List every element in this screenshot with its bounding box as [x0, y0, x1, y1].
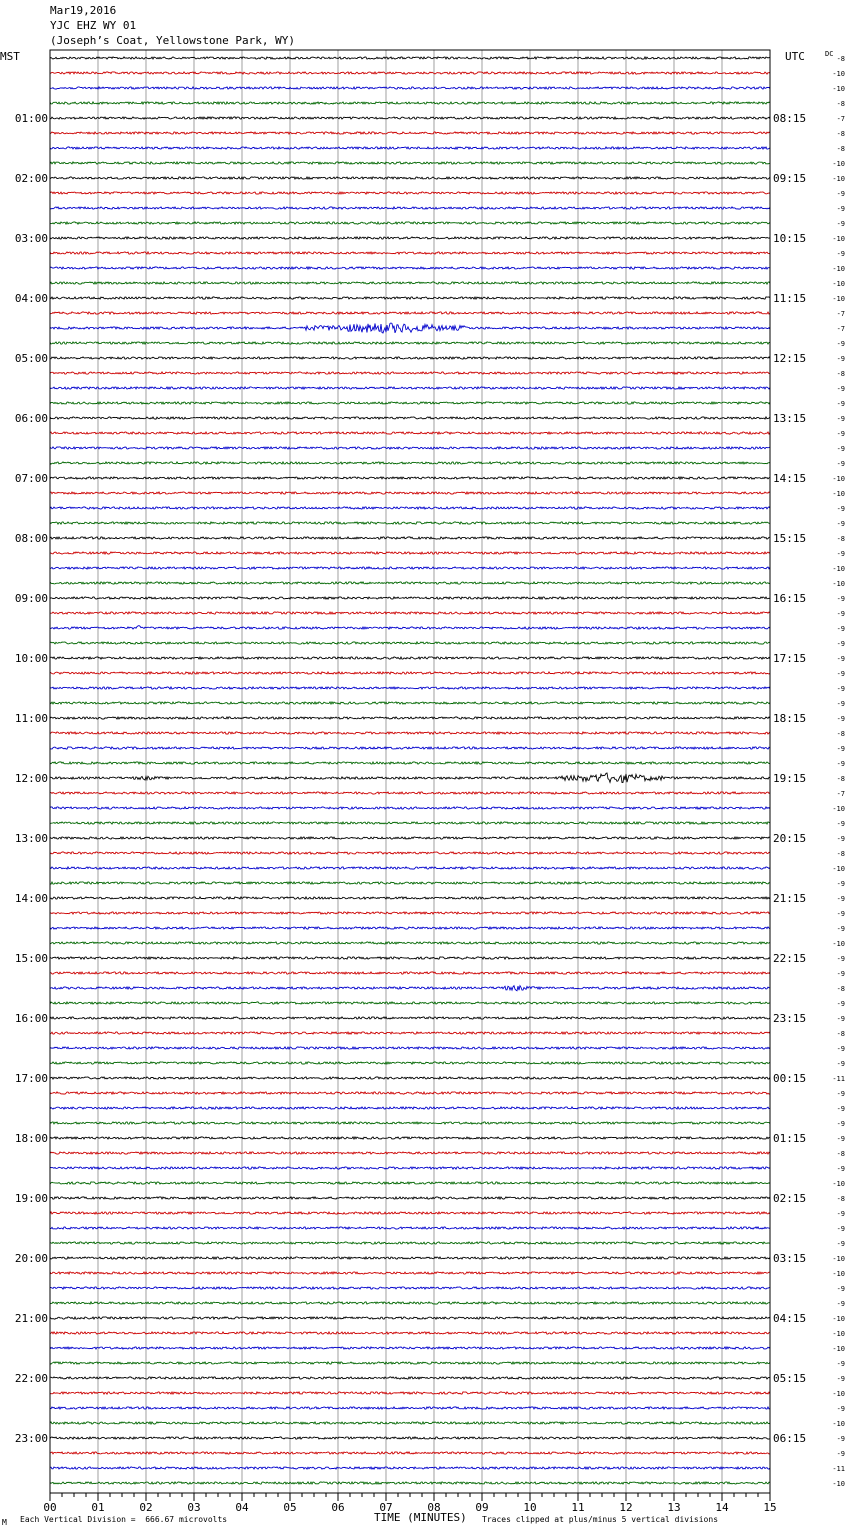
utc-hour-label: 15:15: [773, 532, 807, 545]
dc-offset-label: -9: [836, 970, 845, 978]
dc-offset-label: -9: [836, 595, 845, 603]
trace-row: [50, 1392, 770, 1394]
trace-row: [50, 57, 770, 59]
plot-date: Mar19,2016: [50, 4, 117, 17]
trace-row: [50, 1092, 770, 1094]
x-tick-label: 03: [187, 1501, 201, 1514]
dc-offset-label: -9: [836, 835, 845, 843]
dc-offset-label: -10: [832, 865, 845, 873]
trace-row: [50, 552, 770, 554]
x-tick-label: 00: [43, 1501, 57, 1514]
mst-hour-label: 13:00: [14, 832, 48, 845]
dc-offset-label: -9: [836, 220, 845, 228]
mst-hour-label: 01:00: [14, 112, 48, 125]
trace-row: [50, 462, 770, 464]
trace-row: [50, 1422, 770, 1424]
x-tick-label: 07: [379, 1501, 393, 1514]
trace-row: [50, 867, 770, 869]
mst-hour-label: 07:00: [14, 472, 48, 485]
dc-offset-label: -10: [832, 805, 845, 813]
dc-offset-label: -8: [836, 370, 845, 378]
dc-offset-label: -9: [836, 700, 845, 708]
dc-offset-label: -9: [836, 460, 845, 468]
dc-offset-label: -9: [836, 640, 845, 648]
trace-row: [50, 222, 770, 224]
trace-row: [50, 732, 770, 734]
trace-row: [50, 1407, 770, 1409]
trace-row: [50, 702, 770, 704]
mst-hour-label: 04:00: [14, 292, 48, 305]
dc-offset-label: -8: [836, 775, 845, 783]
x-tick-label: 14: [715, 1501, 729, 1514]
trace-row: [50, 626, 770, 630]
trace-row: [50, 852, 770, 854]
trace-row: [50, 882, 770, 884]
trace-row: [50, 1362, 770, 1364]
dc-offset-label: -10: [832, 160, 845, 168]
dc-offset-label: -9: [836, 880, 845, 888]
dc-offset-label: -8: [836, 130, 845, 138]
utc-hour-label: 22:15: [773, 952, 807, 965]
utc-hour-label: 23:15: [773, 1012, 807, 1025]
trace-row: [50, 1152, 770, 1154]
mst-label: MST: [0, 50, 20, 63]
dc-offset-label: -9: [836, 685, 845, 693]
trace-row: [50, 177, 770, 179]
utc-hour-label: 17:15: [773, 652, 807, 665]
trace-row: [50, 102, 770, 104]
x-axis-title: TIME (MINUTES): [374, 1511, 467, 1524]
dc-offset-label: -10: [832, 265, 845, 273]
dc-offset-label: -9: [836, 445, 845, 453]
dc-offset-label: -9: [836, 415, 845, 423]
utc-hour-label: 00:15: [773, 1072, 807, 1085]
trace-row: [50, 1017, 770, 1019]
x-tick-label: 01: [91, 1501, 105, 1514]
dc-offset-label: -10: [832, 1480, 845, 1488]
dc-offset-label: -9: [836, 385, 845, 393]
x-tick-label: 11: [571, 1501, 585, 1514]
dc-offset-label: -9: [836, 715, 845, 723]
dc-offset-label: -10: [832, 70, 845, 78]
station-location: (Joseph’s Coat, Yellowstone Park, WY): [50, 34, 296, 47]
trace-row: [50, 162, 770, 164]
dc-offset-label: -10: [832, 580, 845, 588]
trace-row: [50, 357, 770, 359]
dc-offset-label: -10: [832, 1390, 845, 1398]
utc-hour-label: 11:15: [773, 292, 807, 305]
trace-row: [50, 267, 770, 269]
trace-row: [50, 237, 770, 239]
dc-offset-label: -8: [836, 100, 845, 108]
utc-hour-label: 05:15: [773, 1372, 807, 1385]
dc-offset-label: -9: [836, 1045, 845, 1053]
dc-offset-label: -9: [836, 745, 845, 753]
utc-hour-label: 18:15: [773, 712, 807, 725]
trace-row: [50, 837, 770, 839]
x-tick-label: 12: [619, 1501, 633, 1514]
trace-row: [50, 1437, 770, 1439]
trace-row: [50, 87, 770, 89]
dc-offset-label: -8: [836, 145, 845, 153]
utc-hour-label: 04:15: [773, 1312, 807, 1325]
trace-row: [50, 192, 770, 194]
dc-offset-label: -9: [836, 520, 845, 528]
mst-hour-label: 18:00: [14, 1132, 48, 1145]
dc-offset-label: -10: [832, 1270, 845, 1278]
utc-hour-label: 02:15: [773, 1192, 807, 1205]
dc-offset-label: -9: [836, 250, 845, 258]
dc-offset-label: -9: [836, 205, 845, 213]
mst-hour-label: 15:00: [14, 952, 48, 965]
dc-offset-label: -10: [832, 940, 845, 948]
dc-offset-label: -8: [836, 850, 845, 858]
utc-hour-label: 19:15: [773, 772, 807, 785]
clip-note: Traces clipped at plus/minus 5 vertical divisions: [482, 1515, 719, 1524]
dc-offset-label: -9: [836, 670, 845, 678]
trace-row: [50, 417, 770, 419]
trace-row: [50, 537, 770, 539]
trace-row: [50, 986, 770, 991]
x-tick-label: 05: [283, 1501, 297, 1514]
trace-row: [50, 507, 770, 509]
dc-offset-label: -9: [836, 1225, 845, 1233]
utc-hour-label: 08:15: [773, 112, 807, 125]
mst-hour-label: 23:00: [14, 1432, 48, 1445]
dc-offset-label: -9: [836, 1000, 845, 1008]
dc-offset-label: -9: [836, 1165, 845, 1173]
trace-row: [50, 582, 770, 584]
dc-offset-label: -10: [832, 1420, 845, 1428]
dc-offset-label: -10: [832, 1330, 845, 1338]
dc-offset-label: -10: [832, 475, 845, 483]
trace-row: [50, 822, 770, 824]
dc-offset-label: -9: [836, 1360, 845, 1368]
mst-hour-label: 11:00: [14, 712, 48, 725]
trace-row: [50, 1377, 770, 1379]
dc-offset-label: -10: [832, 1255, 845, 1263]
x-tick-label: 13: [667, 1501, 681, 1514]
trace-row: [50, 1212, 770, 1214]
trace-row: [50, 342, 770, 344]
trace-row: [50, 117, 770, 119]
trace-row: [50, 1242, 770, 1244]
dc-offset-label: -9: [836, 1300, 845, 1308]
trace-row: [50, 252, 770, 254]
trace-row: [50, 1287, 770, 1289]
trace-row: [50, 972, 770, 974]
dc-offset-label: -10: [832, 280, 845, 288]
utc-hour-label: 03:15: [773, 1252, 807, 1265]
dc-offset-label: -10: [832, 85, 845, 93]
mst-hour-label: 20:00: [14, 1252, 48, 1265]
dc-offset-label: -9: [836, 505, 845, 513]
trace-row: [50, 1167, 770, 1169]
dc-header-label: DC: [825, 50, 834, 58]
dc-offset-label: -9: [836, 1210, 845, 1218]
trace-row: [50, 1452, 770, 1454]
trace-row: [50, 927, 770, 929]
trace-row: [50, 1107, 770, 1109]
dc-offset-label: -9: [836, 190, 845, 198]
dc-offset-label: -11: [832, 1465, 845, 1473]
mst-hour-label: 14:00: [14, 892, 48, 905]
trace-row: [50, 477, 770, 479]
vertical-scale-note: Each Vertical Division = 666.67 microvolts: [20, 1515, 228, 1524]
trace-row: [50, 1062, 770, 1064]
x-tick-label: 04: [235, 1501, 249, 1514]
mst-hour-label: 06:00: [14, 412, 48, 425]
utc-label: UTC: [785, 50, 805, 63]
dc-offset-label: -9: [836, 430, 845, 438]
dc-offset-label: -9: [836, 610, 845, 618]
dc-offset-label: -9: [836, 1135, 845, 1143]
mst-hour-label: 17:00: [14, 1072, 48, 1085]
trace-row: [50, 1257, 770, 1259]
dc-offset-label: -8: [836, 985, 845, 993]
mst-hour-label: 03:00: [14, 232, 48, 245]
trace-row: [50, 912, 770, 914]
dc-offset-label: -9: [836, 955, 845, 963]
trace-row: [50, 1227, 770, 1229]
utc-hour-label: 12:15: [773, 352, 807, 365]
dc-offset-label: -9: [836, 1435, 845, 1443]
trace-row: [50, 807, 770, 809]
trace-row: [50, 297, 770, 299]
dc-offset-label: -8: [836, 1150, 845, 1158]
dc-offset-label: -9: [836, 1450, 845, 1458]
trace-row: [50, 1122, 770, 1124]
utc-hour-label: 21:15: [773, 892, 807, 905]
trace-row: [50, 323, 770, 333]
dc-offset-label: -7: [836, 790, 845, 798]
mst-hour-label: 21:00: [14, 1312, 48, 1325]
mst-hour-label: 12:00: [14, 772, 48, 785]
dc-offset-label: -10: [832, 295, 845, 303]
dc-offset-label: -9: [836, 1015, 845, 1023]
dc-offset-label: -9: [836, 910, 845, 918]
trace-row: [50, 432, 770, 434]
trace-row: [50, 207, 770, 209]
trace-row: [50, 447, 770, 449]
trace-row: [50, 642, 770, 644]
dc-offset-label: -7: [836, 115, 845, 123]
dc-offset-label: -9: [836, 550, 845, 558]
station-code: YJC EHZ WY 01: [50, 19, 137, 32]
dc-offset-label: -9: [836, 400, 845, 408]
trace-row: [50, 147, 770, 149]
trace-row: [50, 282, 770, 284]
x-tick-label: 06: [331, 1501, 345, 1514]
dc-offset-label: -9: [836, 1105, 845, 1113]
mst-hour-label: 10:00: [14, 652, 48, 665]
dc-offset-label: -9: [836, 355, 845, 363]
utc-hour-label: 10:15: [773, 232, 807, 245]
dc-offset-label: -9: [836, 1060, 845, 1068]
trace-row: [50, 597, 770, 599]
trace-row: [50, 402, 770, 404]
x-tick-label: 15: [763, 1501, 777, 1514]
trace-row: [50, 773, 770, 783]
dc-offset-label: -9: [836, 1240, 845, 1248]
x-tick-label: 02: [139, 1501, 153, 1514]
dc-offset-label: -9: [836, 925, 845, 933]
trace-row: [50, 1332, 770, 1334]
utc-hour-label: 13:15: [773, 412, 807, 425]
trace-row: [50, 372, 770, 374]
plot-frame: [50, 50, 770, 1493]
trace-row: [50, 1137, 770, 1139]
dc-offset-label: -9: [836, 760, 845, 768]
x-tick-label: 08: [427, 1501, 441, 1514]
trace-row: [50, 1302, 770, 1304]
x-tick-label: 09: [475, 1501, 489, 1514]
dc-offset-label: -11: [832, 1075, 845, 1083]
dc-offset-label: -9: [836, 1375, 845, 1383]
dc-offset-label: -10: [832, 1315, 845, 1323]
trace-row: [50, 387, 770, 389]
trace-row: [50, 1272, 770, 1274]
trace-row: [50, 957, 770, 959]
trace-row: [50, 522, 770, 524]
trace-row: [50, 672, 770, 674]
dc-offset-label: -8: [836, 535, 845, 543]
trace-row: [50, 657, 770, 659]
trace-row: [50, 1482, 770, 1484]
dc-offset-label: -10: [832, 235, 845, 243]
trace-row: [50, 687, 770, 689]
dc-offset-label: -8: [836, 1195, 845, 1203]
trace-row: [50, 747, 770, 749]
dc-offset-label: -9: [836, 655, 845, 663]
trace-row: [50, 1047, 770, 1049]
trace-row: [50, 1347, 770, 1349]
dc-offset-label: -7: [836, 310, 845, 318]
dc-offset-label: -7: [836, 325, 845, 333]
trace-row: [50, 1002, 770, 1004]
mst-hour-label: 08:00: [14, 532, 48, 545]
trace-row: [50, 567, 770, 569]
trace-row: [50, 612, 770, 614]
trace-row: [50, 717, 770, 719]
trace-row: [50, 762, 770, 764]
dc-offset-label: -10: [832, 1345, 845, 1353]
dc-offset-label: -9: [836, 340, 845, 348]
mst-hour-label: 09:00: [14, 592, 48, 605]
mst-hour-label: 02:00: [14, 172, 48, 185]
utc-hour-label: 01:15: [773, 1132, 807, 1145]
dc-offset-label: -10: [832, 1180, 845, 1188]
trace-row: [50, 1182, 770, 1184]
trace-row: [50, 312, 770, 314]
footer-mark: M: [2, 1518, 7, 1527]
dc-offset-label: -10: [832, 565, 845, 573]
dc-offset-label: -8: [836, 730, 845, 738]
trace-row: [50, 792, 770, 794]
dc-offset-label: -9: [836, 895, 845, 903]
dc-offset-label: -9: [836, 820, 845, 828]
dc-offset-label: -10: [832, 175, 845, 183]
trace-row: [50, 1032, 770, 1034]
dc-offset-label: -9: [836, 1285, 845, 1293]
dc-offset-label: -8: [836, 1030, 845, 1038]
utc-hour-label: 14:15: [773, 472, 807, 485]
trace-row: [50, 897, 770, 899]
dc-offset-label: -9: [836, 625, 845, 633]
dc-offset-label: -9: [836, 1090, 845, 1098]
trace-row: [50, 1317, 770, 1319]
trace-row: [50, 72, 770, 74]
trace-row: [50, 1467, 770, 1469]
dc-offset-label: -9: [836, 1120, 845, 1128]
dc-offset-label: -8: [836, 55, 845, 63]
trace-row: [50, 1197, 770, 1199]
mst-hour-label: 05:00: [14, 352, 48, 365]
x-tick-label: 10: [523, 1501, 537, 1514]
dc-offset-label: -9: [836, 1405, 845, 1413]
trace-row: [50, 1077, 770, 1079]
trace-row: [50, 942, 770, 944]
mst-hour-label: 19:00: [14, 1192, 48, 1205]
dc-offset-label: -10: [832, 490, 845, 498]
mst-hour-label: 16:00: [14, 1012, 48, 1025]
utc-hour-label: 20:15: [773, 832, 807, 845]
trace-row: [50, 132, 770, 134]
utc-hour-label: 09:15: [773, 172, 807, 185]
trace-row: [50, 492, 770, 494]
mst-hour-label: 22:00: [14, 1372, 48, 1385]
utc-hour-label: 06:15: [773, 1432, 807, 1445]
utc-hour-label: 16:15: [773, 592, 807, 605]
